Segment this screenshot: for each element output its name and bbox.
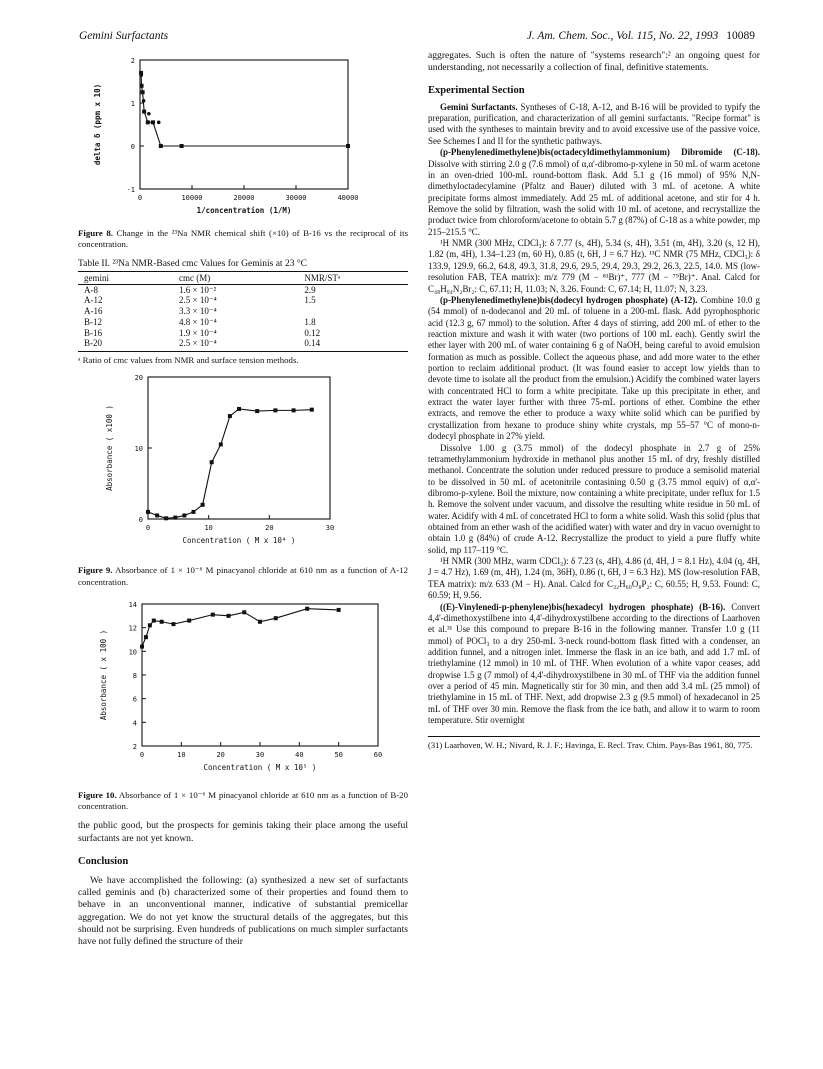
paragraph-subheading: (p-Phenylenedimethylene)bis(dodecyl hydrogen phosphate) (A-12). — [440, 294, 698, 305]
data-point — [142, 99, 146, 103]
x-tick-label: 20 — [216, 750, 225, 759]
reference-footnote: (31) Laarhoven, W. H.; Nivard, R. J. F.; Havinga, E. Recl. Trav. Chim. Pays-Bas 1961, 80, 775. — [428, 736, 760, 751]
data-point — [337, 608, 341, 612]
right-column — [428, 50, 760, 750]
data-point — [151, 120, 155, 124]
experimental-paragraph — [428, 556, 760, 601]
y-tick-label: 10 — [134, 445, 143, 454]
table-header-gemini: gemini — [78, 271, 177, 284]
figure-9-chart — [78, 369, 408, 563]
conclusion-paragraph: We have accomplished the following: (a) synthesized a new set of surfactants called geminis and (b) characterized some of their properties and found them to behave in an unconventional manner, indicative of substantial premicellar aggregation. We do not yet know the structural details of the aggregates, but this should not be surprising. Even hundreds of publications on much simpler surfactants have not fully defined the structure of their — [78, 874, 408, 948]
data-point — [228, 414, 232, 418]
x-axis-label: Concentration ( M x 10⁴ ) — [182, 536, 296, 546]
x-tick-label: 40000 — [337, 194, 359, 202]
data-point — [140, 644, 144, 648]
plot-frame — [142, 604, 378, 746]
table-2-title: Table II. ²³Na NMR-Based cmc Values for Geminis at 23 °C — [78, 258, 307, 269]
y-tick-label: 20 — [134, 374, 143, 383]
table-cell: 0.14 — [302, 338, 408, 351]
data-point — [274, 616, 278, 620]
conclusion-heading: Conclusion — [78, 856, 129, 868]
paragraph-continued: the public good, but the prospects for geminis taking their place among the useful surfactants are not yet known. — [78, 820, 408, 844]
page-number: 10089 — [726, 30, 755, 42]
data-point — [310, 408, 314, 412]
paragraph-text: ¹H NMR (300 MHz, warm CDCl₃): δ 7.23 (s, 4H), 4.86 (d, 4H, J = 8.1 Hz), 4.04 (q, 4H, J = 4.7 Hz), 1.69 (m, 4H), 1.24 (m, 36H), 0.86 (t, 6H, J = 6.3 Hz). MS (low-resolution FAB, TEA matrix): m/z 633 (M − H). Anal. Calcd for C₃₂H₆₀O₈P₂: C, 60.55; H, 9.53. Found: C, 60.59; H, 9.56. — [428, 556, 760, 601]
x-tick-label: 60 — [373, 750, 383, 759]
table-row — [78, 284, 408, 295]
table-row — [78, 317, 408, 328]
x-tick-label: 30 — [325, 524, 335, 533]
figure-8-chart — [78, 50, 408, 226]
data-point — [292, 409, 296, 413]
series-line — [148, 409, 312, 518]
data-point — [159, 144, 163, 148]
data-point — [258, 620, 262, 624]
experimental-paragraph — [428, 295, 760, 443]
running-header-title: Gemini Surfactants — [79, 30, 169, 42]
table-cell: 4.8 × 10⁻⁴ — [179, 316, 217, 327]
table-cell: B-20 — [78, 338, 177, 351]
table-cell — [302, 306, 408, 317]
x-tick-label: 20 — [265, 524, 274, 533]
data-point — [157, 121, 161, 125]
series-line — [141, 73, 348, 146]
data-point — [164, 517, 168, 521]
table-cell: 1.5 — [304, 295, 316, 306]
paragraph-text: Syntheses of C-18, A-12, and B-16 will be provided to typify the preparation, purification, and characterization of all gemini surfactants. "Recipe format" is used with the syntheses to maintain brevity and to avoid excessive use of the passive voice. See Schemes I and II for the synthetic pathways. — [428, 101, 760, 146]
figure-8-label: Figure 8. — [78, 228, 113, 238]
table-cell: 2.9 — [304, 284, 316, 295]
y-tick-label: 14 — [128, 600, 137, 609]
table-2 — [78, 271, 408, 353]
data-point — [187, 618, 191, 622]
paragraph-subheading: ((E)-Vinylenedi-p-phenylene)bis(hexadecyl hydrogen phosphate) (B-16). — [440, 601, 726, 612]
data-point — [273, 409, 277, 413]
table-cell: 0.12 — [304, 327, 321, 338]
table-cell: A-8 — [84, 284, 98, 295]
y-tick-label: 2 — [132, 742, 137, 751]
x-tick-label: 20000 — [233, 194, 255, 202]
experimental-paragraph — [428, 602, 760, 727]
table-row — [78, 295, 408, 306]
table-cell: 2.5 × 10⁻⁴ — [177, 338, 302, 351]
data-point — [201, 503, 205, 507]
data-point — [305, 607, 309, 611]
table-cell: B-12 — [84, 316, 102, 327]
y-tick-label: 2 — [130, 57, 135, 65]
left-column — [78, 50, 408, 949]
experimental-heading: Experimental Section — [428, 84, 525, 96]
y-tick-label: 12 — [128, 624, 137, 633]
data-point — [148, 623, 152, 627]
table-cell: 1.8 — [304, 316, 316, 327]
table-cell: A-16 — [84, 306, 103, 317]
data-point — [237, 407, 241, 411]
y-tick-label: 10 — [128, 648, 137, 657]
figure-8-caption — [78, 228, 408, 251]
y-tick-label: 1 — [130, 100, 135, 108]
figure-10-chart — [78, 596, 408, 788]
data-point — [210, 460, 214, 464]
x-tick-label: 0 — [137, 194, 143, 202]
data-point — [140, 84, 144, 88]
table-cell: 1.9 × 10⁻⁴ — [179, 327, 217, 338]
data-point — [180, 144, 184, 148]
x-tick-label: 30 — [255, 750, 265, 759]
data-point — [255, 409, 259, 413]
experimental-paragraph — [428, 238, 760, 295]
data-point — [146, 510, 150, 514]
experimental-paragraph — [428, 147, 760, 238]
paragraph-text: Convert 4,4'-dimethoxystilbene into 4,4'-dihydroxystilbene according to the directions of Laarhoven et al.³¹ Use this compound to prepare B-16 in the following manner. Transfer 1.0 g (11 mmol) of POCl₃ to a dry 250-mL 3-neck round-bottom flask fitted with a condenser, an addition funnel, and a nitrogen inlet. Immerse the flask in an ice bath, and add 1.7 mL of triethylamine (12 mmol) in 10 mL of THF. When evolution of a white vapor ceases, add dropwise 1.5 g (7 mmol) of 4,4'-dihydroxystilbene in 30 mL of THF via the addition funnel over a period of 45 min. Magnetically stir for 30 min, and then add 3.4 mL (25 mmol) of triethylamine in 15 mL of THF. Next, add dropwise 2.3 g (9.5 mmol) of hexadecanol in 25 mL of THF over 30 min. Remove the flask from the ice bath, and allow it to warm to room temperature. Stir overnight — [428, 601, 760, 726]
paragraph-text: Dissolve with stirring 2.0 g (7.6 mmol) of α,α'-dibromo-p-xylene in 50 mL of warm acetone in an oven-dried 100-mL round-bottom flask. Add 5.1 g (16 mmol) of 95% N,N-dimethyloctadecylamine (Pfaltz and Bauer) diluted with 3 mL of acetone. A white precipitate forms almost immediately. Add 25 mL of additional acetone, and stir for 4 h. Remove the solid by filtration, wash the solid with 10 mL of acetone, and recrystallize the product twice from chloroform/acetone to obtain 5.7 g (87%) of C-18 as a white powder, mp 215–215.5 °C. — [428, 158, 760, 237]
data-point — [173, 516, 177, 520]
paragraph-continued-right: aggregates. Such is often the nature of "systems research":² an ongoing quest for understanding, not necessarily a collection of final, definitive statements. — [428, 50, 760, 74]
y-tick-label: 0 — [138, 516, 143, 525]
x-tick-label: 50 — [334, 750, 343, 759]
table-header-cmc: cmc (M) — [177, 271, 302, 284]
x-axis-label: 1/concentration (1/M) — [196, 206, 292, 215]
table-row — [78, 306, 408, 317]
data-point — [152, 618, 156, 622]
experimental-paragraph — [428, 443, 760, 557]
paragraph-text: Combine 10.0 g (54 mmol) of n-dodecanol and 20 mL of toluene in a 200-mL flask. Add pyrophosphoric acid (12.3 g, 67 mmol) to the solution. After 4 days of stirring, add 200 mL of ether to the reaction mixture and wash it with water (two portions of 100 mL each). Gently swirl the ether layer with 200 mL of water containing 6 g of NaOH, being careful to avoid emulsion formation as much as possible. Collect the aqueous phase, and add more water to the ether portion to reclaim additional product. (It was found easier to accept low yields than to devote time to isolate all the product from the emulsion.) Acidify the combined water layers with concentrated HCl to form a white precipitate. Take up this precipitate in ether, and extract the water layer further with three 75-mL portions of ether. Combine the ether extracts, and remove the ether to produce a waxy white solid which can be purified by crystallization from hexane to produce shiny white crystals, mp 55–57 °C of mono-n-dodecyl phosphate in 27% yield. — [428, 294, 760, 442]
y-tick-label: 6 — [132, 695, 137, 704]
table-row — [78, 338, 408, 351]
y-tick-label: 0 — [130, 143, 135, 151]
figure-10-label: Figure 10. — [78, 789, 117, 800]
y-axis-label: Absorbance ( x 100 ) — [99, 629, 108, 720]
data-point — [242, 610, 246, 614]
table-header-ratio: NMR/STᵃ — [302, 271, 408, 284]
data-point — [346, 144, 350, 148]
y-tick-label: 4 — [132, 719, 137, 728]
table-cell: 3.3 × 10⁻⁴ — [179, 306, 217, 317]
x-tick-label: 10 — [204, 524, 213, 533]
experimental-paragraph — [428, 102, 760, 147]
data-point — [182, 514, 186, 518]
figure-9-caption-text: Absorbance of 1 × 10⁻⁶ M pinacyanol chloride at 610 nm as a function of A-12 concentration. — [78, 565, 409, 587]
data-point — [140, 73, 144, 77]
figure-10-caption — [78, 790, 408, 813]
y-axis-label: Absorbance ( x100 ) — [105, 405, 114, 492]
data-point — [192, 510, 196, 514]
figure-9-label: Figure 9. — [78, 565, 113, 576]
paragraph-subheading: (p-Phenylenedimethylene)bis(octadecyldimethylammonium) Dibromide (C-18). — [440, 147, 760, 158]
left-body-text — [78, 820, 408, 949]
data-point — [142, 110, 146, 114]
paragraph-text: Dissolve 1.00 g (3.75 mmol) of the dodecyl phosphate in 2.7 g of 25% tetramethylammonium hydroxide in methanol plus another 15 mL of dry, freshly distilled methanol. Concentrate the solution under reduced pressure to produce a semisolid material to be dissolved in 50 mL of acetonitrile contasining 0.50 g (3.75 mmol equiv) of α,α'-dibromo-p-xylene. Boil the mixture, now containing a white precipitate, under reflux for 1.5 h. Remove the solvent under vacuum, and dissolve the resulting white residue in 50 mL of water. Acidify with 4 mL of concetrated HCl to form a white solid. Wash this solid (plus that obtained from an ether wash of the acidified water) with water and dry in vacuo overnight to obtain 1.0 g (84%) of crude A-12. Recrystallize the product to yield a pure fluffy white solid, mp 117–119 °C. — [428, 442, 760, 555]
series-line — [142, 609, 339, 647]
paragraph-text: ¹H NMR (300 MHz, CDCl₃): δ 7.77 (s, 4H), 5.34 (s, 4H), 3.51 (m, 4H), 3.20 (s, 12 H), 1.82 (m, 4H), 1.34–1.23 (m, 60 H), 0.85 (t, 6H, J = 6.7 Hz). ¹³C NMR (75 MHz, CDCl₃): δ 133.9, 129.9, 66.2, 64.8, 49.3, 31.8, 29.6, 29.5, 29.4, 29.3, 29.2, 26.3, 22.5, 14.0. MS (low-resolution FAB, TEA matrix): m/z 779 (M − ⁸¹Br)⁺, 777 (M − ⁷⁹Br)⁺. Anal. Calcd for C₄₈H₉₄N₂Br₂: C, 67.11; H, 11.03; N, 3.26. Found: C, 67.14; H, 11.07; N, 3.23. — [428, 238, 760, 294]
table-cell: 1.6 × 10⁻² — [179, 284, 217, 295]
y-axis-label: delta δ (ppm x 10) — [93, 83, 102, 166]
plot-frame — [140, 60, 348, 189]
y-tick-label: 8 — [132, 671, 137, 680]
x-tick-label: 10 — [177, 750, 186, 759]
y-tick-label: -1 — [126, 186, 135, 194]
x-tick-label: 0 — [139, 750, 145, 759]
figure-10-caption-text: Absorbance of 1 × 10⁻⁶ M pinacyanol chloride at 610 nm as a function of B-20 concentration. — [78, 789, 408, 812]
x-tick-label: 0 — [145, 524, 151, 533]
x-tick-label: 30000 — [285, 194, 307, 202]
table-row — [78, 328, 408, 339]
figure-8-caption-text: Change in the ²³Na NMR chemical shift (×10) of B-16 vs the reciprocal of its concentration. — [78, 228, 408, 250]
figure-8 — [78, 50, 408, 251]
figure-9-caption — [78, 565, 408, 588]
figure-10 — [78, 596, 408, 813]
x-tick-label: 40 — [295, 750, 304, 759]
data-point — [155, 514, 159, 518]
data-point — [219, 443, 223, 447]
data-point — [211, 612, 215, 616]
data-point — [141, 90, 145, 94]
x-tick-label: 10000 — [181, 194, 203, 202]
table-cell: 2.5 × 10⁻⁴ — [179, 295, 217, 306]
data-point — [227, 614, 231, 618]
running-header-citation — [527, 30, 755, 42]
paragraph-subheading: Gemini Surfactants. — [440, 101, 518, 112]
data-point — [147, 112, 151, 116]
figure-9 — [78, 369, 408, 588]
data-point — [160, 620, 164, 624]
plot-frame — [148, 377, 330, 519]
data-point — [144, 635, 148, 639]
table-2-footnote: ᵃ Ratio of cmc values from NMR and surface tension methods. — [78, 355, 299, 366]
table-cell: B-16 — [84, 327, 102, 338]
x-axis-label: Concentration ( M x 10⁵ ) — [203, 762, 317, 772]
journal-citation: J. Am. Chem. Soc., Vol. 115, No. 22, 1993 — [526, 30, 719, 42]
data-point — [146, 120, 150, 124]
data-point — [171, 622, 175, 626]
table-cell: A-12 — [84, 295, 103, 306]
